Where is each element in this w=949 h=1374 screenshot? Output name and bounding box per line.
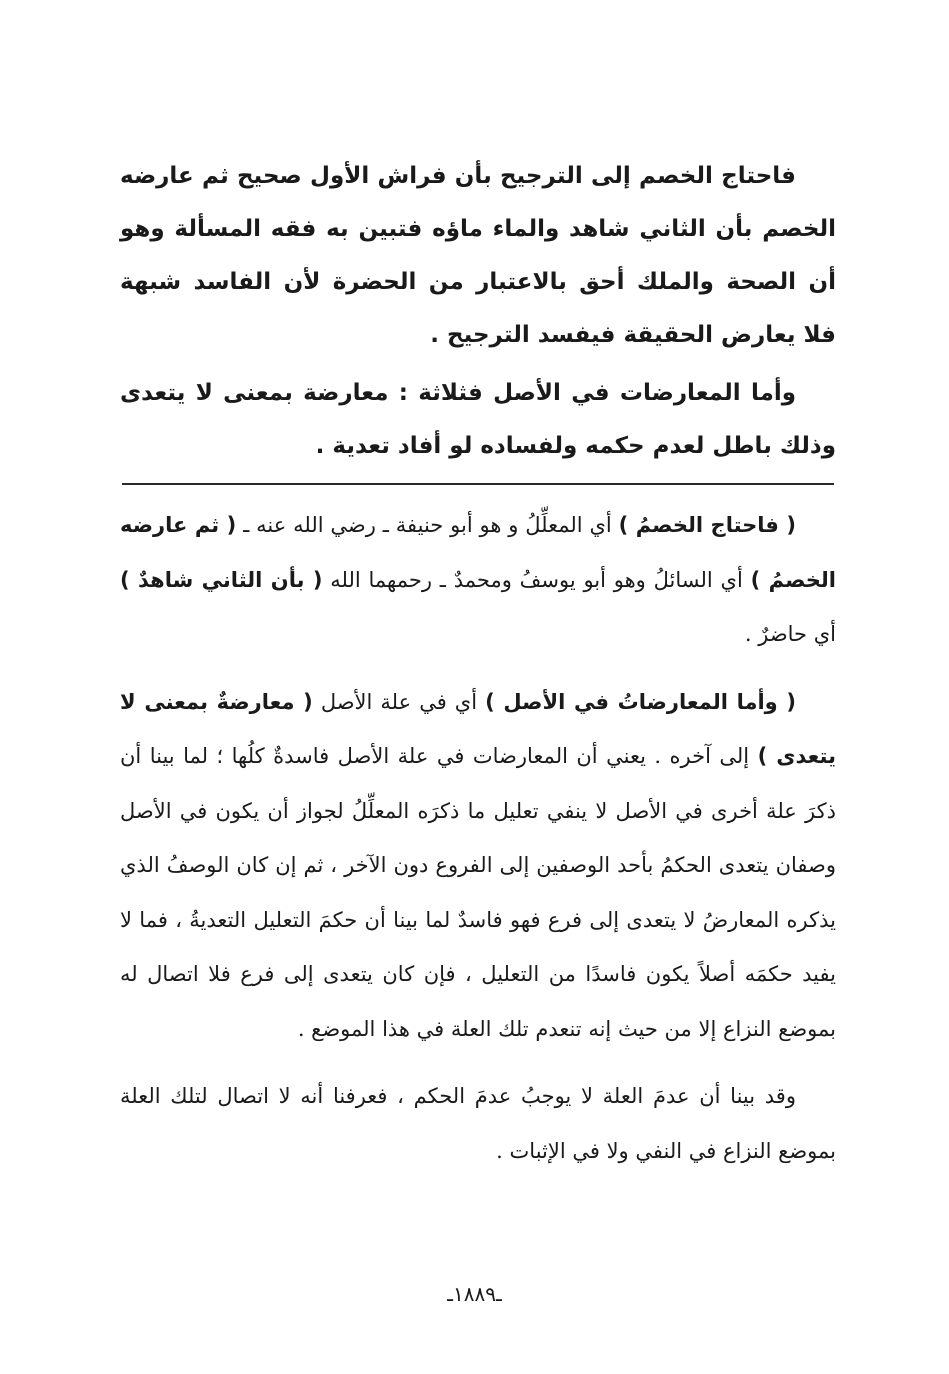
commentary-span: أي المعلِّلُ و هو أبو حنيفة ـ رضي الله عنه ـ — [236, 513, 619, 537]
commentary-paragraph — [120, 675, 836, 1057]
footnote-separator — [122, 483, 834, 485]
commentary-span: أي السائلُ وهو أبو يوسفُ ومحمدٌ ـ رحمهما الله — [322, 567, 751, 592]
commentary-span: إلى آخره . يعني أن المعارضات في علة الأصل فاسدةٌ كلُها ؛ لما بينا أن ذكرَ علة أخرى في الأصل لا ينفي تعليل ما ذكرَه المعلِّلُ لجواز أن يكون في الأصل وصفان يتعدى الحكمُ بأحد الوصفين إلى الفروع دون الآخر ، ثم إن كان الوصفُ الذي يذكره المعارضُ لا يتعدى إلى فرع فهو فاسدٌ لما بينا أن حكمَ التعليل التعديةُ ، فما لا يفيد حكمَه أصلاً يكون فاسدًا من التعليل ، فإن كان يتعدى إلى فرع فلا اتصال له بموضع النزاع إلا من حيث إنه تنعدم تلك العلة في هذا الموضع . — [120, 744, 836, 1041]
main-text-paragraph: وأما المعارضات في الأصل فثلاثة : معارضة بمعنى لا يتعدى وذلك باطل لعدم حكمه ولفساده لو أفاد تعدية . — [120, 380, 836, 459]
quoted-phrase: ( بأن الثاني شاهدٌ ) — [120, 567, 323, 592]
main-text-paragraph: فاحتاج الخصم إلى الترجيح بأن فراش الأول صحيح ثم عارضه الخصم بأن الثاني شاهد والماء ماؤه فتبين به فقه المسألة وهو أن الصحة والملك أحق بالاعتبار من الحضرة لأن الفاسد شبهة فلا يعارض الحقيقة فيفسد الترجيح . — [120, 163, 836, 348]
commentary-paragraph: وقد بينا أن عدمَ العلة لا يوجبُ عدمَ الحكم ، فعرفنا أنه لا اتصال لتلك العلة بموضع النزاع في النفي ولا في الإثبات . — [120, 1084, 836, 1163]
main-text — [120, 150, 836, 473]
quoted-phrase: ( وأما المعارضاتُ في الأصل ) — [485, 689, 797, 714]
quoted-phrase: ( فاحتاج الخصمُ ) — [618, 513, 797, 537]
commentary-paragraph — [120, 498, 836, 662]
commentary-text — [120, 498, 836, 1178]
commentary-span: أي في علة الأصل — [312, 689, 486, 714]
page-number: ـ١٨٨٩ـ — [447, 1282, 502, 1306]
quoted-phrase: ( ثم عارضه الخصمُ ) — [120, 513, 836, 592]
commentary-span: أي حاضرٌ . — [744, 622, 836, 646]
quoted-phrase: ( معارضةٌ بمعنى لا يتعدى ) — [120, 689, 836, 768]
